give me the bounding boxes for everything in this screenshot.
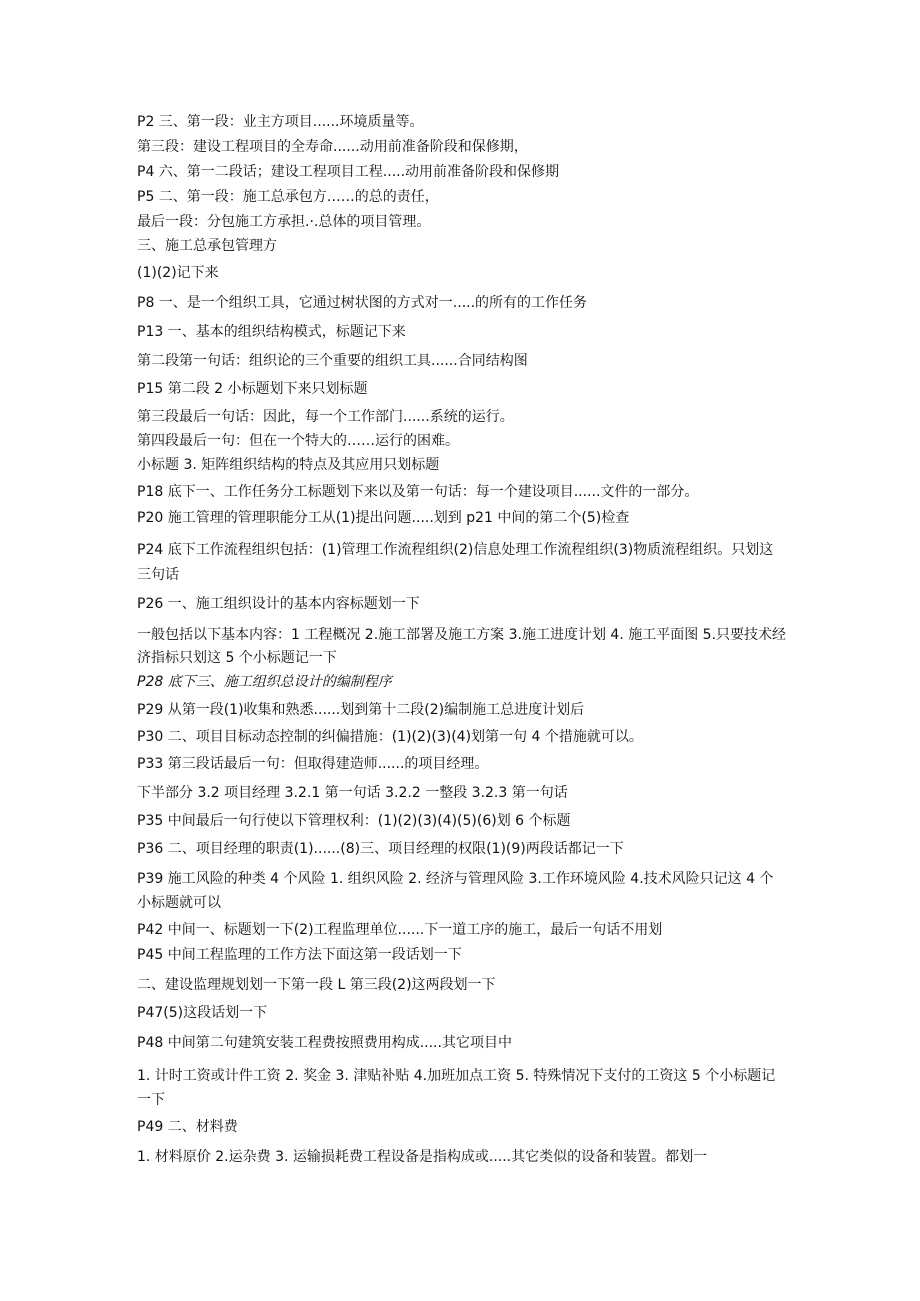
text-line: 第二段第一句话：组织论的三个重要的组织工具......合同结构图: [137, 353, 528, 369]
text-line: 下半部分 3.2 项目经理 3.2.1 第一句话 3.2.2 一整段 3.2.3 第一句话: [137, 785, 568, 801]
text-line: 一般包括以下基本内容：1 工程概况 2.施工部署及施工方案 3.施工进度计划 4. 施工平面图 5.只要技术经济指标只划这 5 个小标题记一下: [137, 627, 787, 666]
text-line: P24 底下工作流程组织包括：(1)管理工作流程组织(2)信息处理工作流程组织(3)物质流程组织。只划这三句话: [137, 542, 774, 583]
text-line: P4 六、第一二段话；建设工程项目工程.....动用前准备阶段和保修期: [137, 164, 560, 180]
text-line: 三、施工总承包管理方: [137, 238, 277, 254]
text-line: 小标题 3. 矩阵组织结构的特点及其应用只划标题: [137, 457, 440, 473]
text-line: P2 三、第一段：业主方项目......环境质量等。: [137, 114, 424, 130]
text-line: P48 中间第二句建筑安装工程费按照费用构成.....其它项目中: [137, 1035, 512, 1051]
text-line: 最后一段：分包施工方承担.·.总体的项目管理。: [137, 214, 431, 230]
text-line: P36 二、项目经理的职责(1)......(8)三、项目经理的权限(1)(9)两段话都记一下: [137, 841, 624, 857]
text-line: P8 一、是一个组织工具，它通过树状图的方式对一.....的所有的工作任务: [137, 295, 588, 311]
text-line: P13 一、基本的组织结构模式，标题记下来: [137, 324, 406, 340]
text-line: P49 二、材料费: [137, 1119, 238, 1135]
text-line: 1. 计时工资或计件工资 2. 奖金 3. 津贴补贴 4.加班加点工资 5. 特殊情况下支付的工资这 5 个小标题记一下: [137, 1068, 776, 1108]
text-line: P45 中间工程监理的工作方法下面这第一段话划一下: [137, 947, 462, 963]
text-line: P15 第二段 2 小标题划下来只划标题: [137, 381, 368, 397]
text-line: 第三段：建设工程项目的全寿命......动用前准备阶段和保修期，: [137, 139, 528, 155]
text-line: P42 中间一、标题划一下(2)工程监理单位......下一道工序的施工，最后一句话不用划: [137, 922, 663, 938]
text-line: P5 二、第一段：施工总承包方……的总的责任，: [137, 189, 439, 205]
text-line: P33 第三段话最后一句：但取得建造师......的项目经理。: [137, 756, 489, 772]
document-body: [137, 112, 787, 1167]
text-line: P26 一、施工组织设计的基本内容标题划一下: [137, 596, 420, 612]
text-line: 二、建设监理规划划一下第一段 L 第三段(2)这两段划一下: [137, 977, 496, 993]
text-line: (1)(2)记下来: [137, 265, 219, 281]
text-line: P20 施工管理的管理职能分工从(1)提出问题.....划到 p21 中间的第二个(5)检查: [137, 510, 630, 526]
text-line: 1. 材料原价 2.运杂费 3. 运输损耗费工程设备是指构成或.....其它类似的设备和装置。都划一: [137, 1149, 708, 1165]
text-line: 第三段最后一句话：因此，每一个工作部门......系统的运行。: [137, 409, 514, 425]
text-line: P30 二、项目目标动态控制的纠偏措施：(1)(2)(3)(4)划第一句 4 个措施就可以。: [137, 729, 643, 745]
text-line: P47(5)这段话划一下: [137, 1005, 268, 1021]
text-line: P35 中间最后一句行使以下管理权利：(1)(2)(3)(4)(5)(6)划 6 个标题: [137, 813, 571, 829]
text-line: 第四段最后一句：但在一个特大的……运行的困难。: [137, 433, 459, 449]
text-line: P29 从第一段(1)收集和熟悉......划到第十二段(2)编制施工总进度计划后: [137, 702, 585, 718]
text-line: P39 施工风险的种类 4 个风险 1. 组织风险 2. 经济与管理风险 3.工作环境风险 4.技术风险只记这 4 个小标题就可以: [137, 871, 774, 911]
text-line: P18 底下一、工作任务分工标题划下来以及第一句话：每一个建设项目......文件的一部分。: [137, 484, 699, 500]
text-line: P28 底下三、施工组织总设计的编制程序: [137, 674, 392, 690]
